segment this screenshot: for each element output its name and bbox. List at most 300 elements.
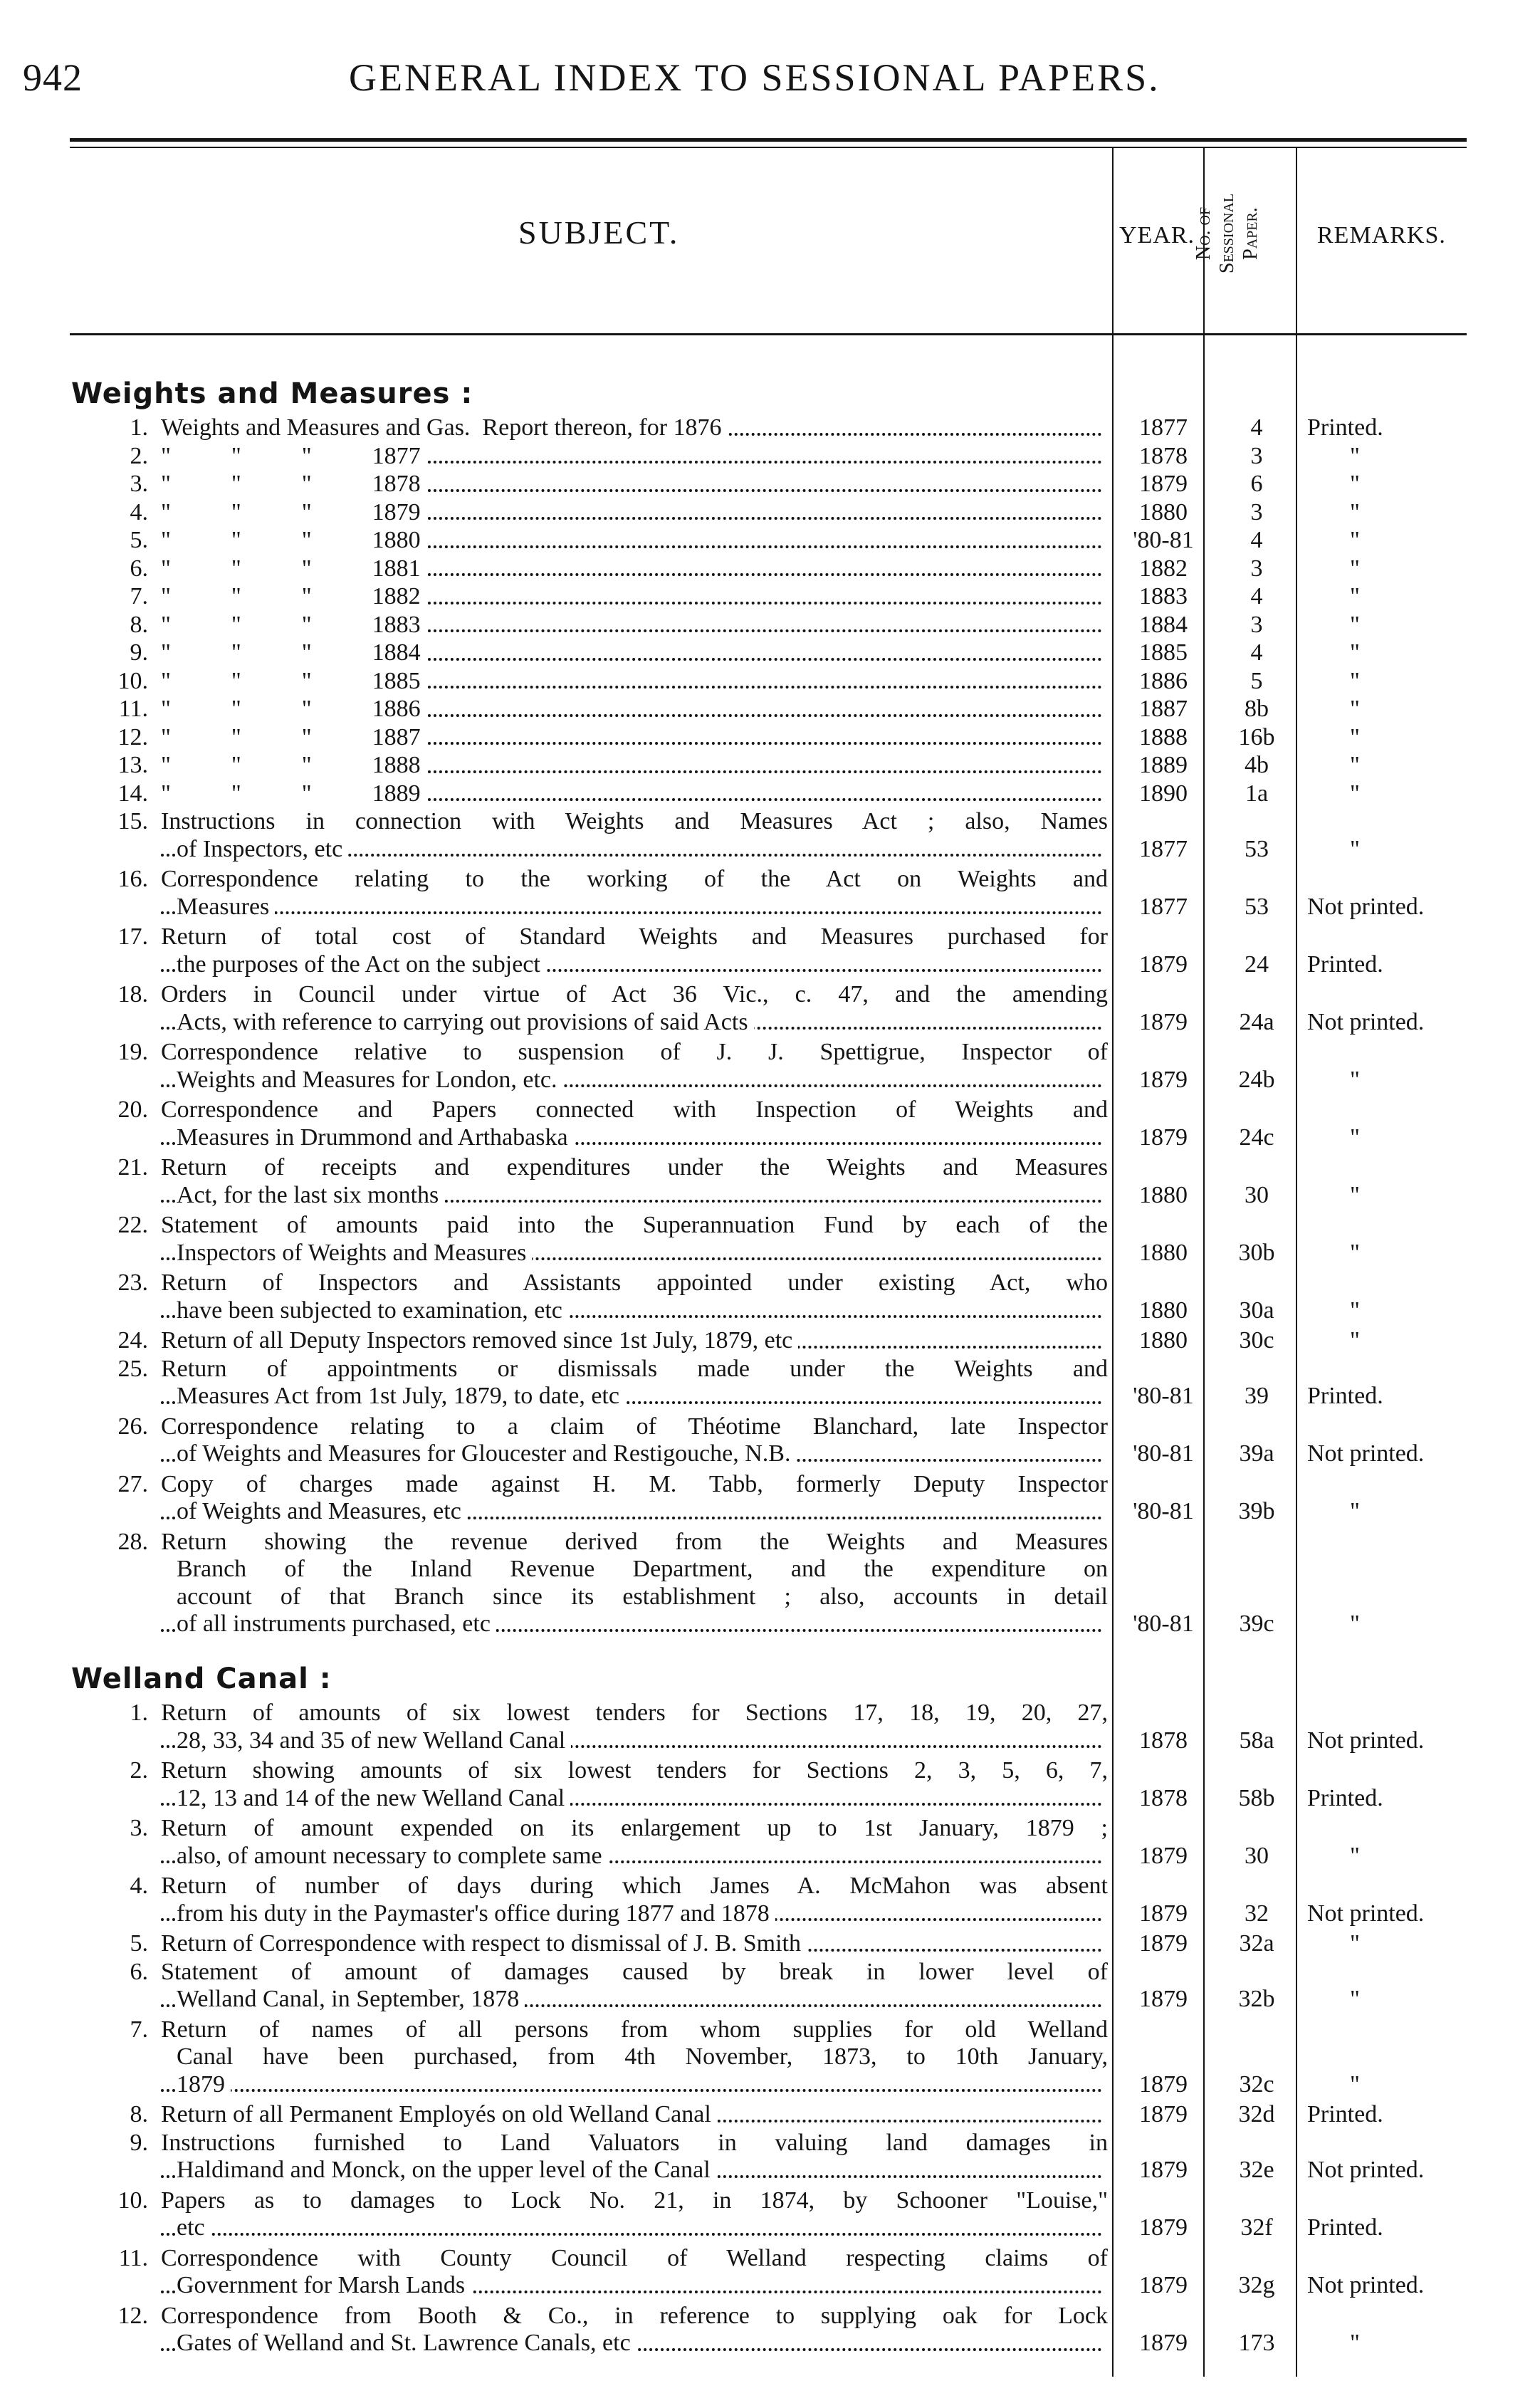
entry-subject-text: Gates of Welland and St. Lawrence Canals, etc (177, 2330, 636, 2356)
entry-subject-line: Orders in Council under virtue of Act 36 Vic., c. 47, and the amending (161, 981, 1108, 1007)
entry-paper-number: 24a (1239, 1008, 1274, 1035)
entry-remark: Not printed. (1307, 1900, 1425, 1927)
index-entry (0, 1212, 1535, 1267)
entry-paper-number: 173 (1238, 2330, 1275, 2356)
entry-subject-line: Correspondence from Booth & Co., in reference to supplying oak for Lock (161, 2302, 1108, 2329)
entry-paper-number: 4 (1250, 639, 1263, 666)
entry-subject-text: Haldimand and Monck, on the upper level of the Canal (177, 2157, 716, 2183)
entry-subject (161, 2303, 1108, 2357)
entry-number: 8. (130, 2101, 148, 2127)
entry-subject-text: " " " 1888 (161, 752, 426, 778)
entry-number: 4. (130, 1873, 148, 1899)
entry-subject-text: Return of Correspondence with respect to dismissal of J. B. Smith (161, 1930, 807, 1957)
entry-subject (161, 583, 1108, 611)
entry-subject-line (161, 443, 1108, 471)
entry-paper-number: 4 (1250, 414, 1263, 441)
index-entry (0, 752, 1535, 780)
entry-number: 10. (117, 667, 148, 694)
entry-subject-line (161, 1182, 1108, 1210)
index-entry (0, 2245, 1535, 2300)
entry-subject-line: Statement of amount of damages caused by break in lower level of (161, 1958, 1108, 1985)
entry-paper-number: 58a (1239, 1727, 1274, 1754)
index-entry (0, 2187, 1535, 2242)
entry-remark: " (1350, 1498, 1360, 1524)
entry-subject-text: " " " 1881 (161, 555, 426, 582)
entry-number: 26. (117, 1413, 148, 1440)
entry-year: 1877 (1139, 835, 1188, 862)
entry-subject-line (161, 752, 1108, 780)
entry-subject-line: Return of receipts and expenditures under the Weights and Measures (161, 1154, 1108, 1181)
entry-remark: " (1350, 498, 1360, 525)
entry-number: 22. (117, 1212, 148, 1238)
entry-subject-line: Instructions in connection with Weights and Measures Act ; also, Names (161, 808, 1108, 834)
entry-year: '80-81 (1133, 1611, 1194, 1637)
entry-subject-line (161, 499, 1108, 527)
entry-subject-text: " " " 1882 (161, 583, 426, 609)
entry-number: 5. (130, 527, 148, 553)
entry-remark: " (1350, 1239, 1360, 1266)
entry-paper-number: 39 (1245, 1383, 1269, 1409)
entry-subject-line (161, 471, 1108, 498)
entry-subject-line (161, 696, 1108, 723)
entry-subject-text: Measures in Drummond and Arthabaska (177, 1124, 574, 1151)
page-header (0, 56, 1535, 112)
entry-subject-line: Branch of the Inland Revenue Department, and the expenditure on (177, 1556, 1108, 1582)
index-entry (0, 981, 1535, 1036)
entry-number: 27. (117, 1470, 148, 1497)
entry-number: 3. (130, 1815, 148, 1841)
entry-number: 2. (130, 1757, 148, 1784)
entry-subject-text: etc (177, 2214, 211, 2241)
entry-remark: " (1350, 1842, 1360, 1869)
entry-subject-line: Return of names of all persons from whom supplies for old Welland (161, 2016, 1108, 2043)
entry-number: 2. (130, 442, 148, 469)
entry-number: 23. (117, 1270, 148, 1296)
entry-subject (161, 1039, 1108, 1094)
entry-subject-line (161, 555, 1108, 583)
entry-subject (161, 724, 1108, 752)
entry-year: 1879 (1139, 1124, 1188, 1151)
entry-subject (161, 1270, 1108, 1324)
entry-subject-text: 28, 33, 34 and 35 of new Welland Canal (177, 1727, 571, 1754)
entry-subject-line (161, 414, 1108, 442)
entry-year: 1877 (1139, 414, 1188, 441)
entry-paper-number: 39a (1239, 1440, 1274, 1467)
entry-subject (161, 752, 1108, 780)
index-entry (0, 499, 1535, 527)
entry-paper-number: 30 (1245, 1842, 1269, 1869)
entry-subject (161, 923, 1108, 978)
index-entry (0, 1873, 1535, 1927)
index-entry (0, 668, 1535, 696)
entry-paper-number: 3 (1250, 498, 1263, 525)
entry-remark: Printed. (1307, 414, 1383, 441)
entry-year: 1879 (1139, 1842, 1188, 1869)
entry-subject (161, 555, 1108, 583)
entry-paper-number: 53 (1245, 893, 1269, 920)
entry-subject-line (161, 2214, 1108, 2242)
entry-subject-line (161, 527, 1108, 555)
entry-year: '80-81 (1133, 527, 1194, 553)
entry-number: 3. (130, 471, 148, 497)
entry-number: 13. (117, 752, 148, 778)
entry-subject (161, 808, 1108, 863)
entry-subject (161, 1154, 1108, 1209)
entry-subject-line: Return of Inspectors and Assistants appointed under existing Act, who (161, 1270, 1108, 1296)
entry-subject-line (161, 1297, 1108, 1325)
entry-year: 1879 (1139, 2272, 1188, 2298)
entry-remark: " (1350, 1066, 1360, 1093)
entry-subject-line: Correspondence and Papers connected with Inspection of Weights and (161, 1096, 1108, 1123)
entry-year: 1890 (1139, 780, 1188, 807)
entry-number: 17. (117, 923, 148, 950)
entry-number: 24. (117, 1327, 148, 1354)
entry-paper-number: 58b (1238, 1784, 1275, 1811)
index-entry (0, 808, 1535, 863)
entry-remark: " (1350, 639, 1360, 666)
entry-subject-line (161, 894, 1108, 921)
entry-paper-number: 5 (1250, 667, 1263, 694)
entry-subject-line (161, 1930, 1108, 1958)
entry-number: 9. (130, 639, 148, 666)
entry-remark: " (1350, 752, 1360, 778)
entry-paper-number: 32e (1239, 2157, 1274, 2183)
entry-paper-number: 53 (1245, 835, 1269, 862)
entry-subject-text: " " " 1877 (161, 443, 426, 469)
entry-subject-line (161, 1009, 1108, 1037)
entry-year: 1880 (1139, 1327, 1188, 1354)
entry-year: 1884 (1139, 611, 1188, 638)
entry-subject-line (161, 1611, 1108, 1638)
entry-subject-line (161, 2071, 1108, 2099)
entry-subject-line (161, 1327, 1108, 1355)
section-title: Weights and Measures : (71, 377, 473, 410)
entry-paper-number: 32a (1239, 1930, 1274, 1957)
section-title: Welland Canal : (71, 1663, 332, 1695)
entry-subject (161, 696, 1108, 723)
column-header-paper-no (1192, 162, 1306, 305)
index-entry (0, 1356, 1535, 1410)
entry-paper-number: 32f (1240, 2214, 1273, 2241)
index-entry (0, 2130, 1535, 2184)
index-entry (0, 612, 1535, 639)
entry-paper-number: 24c (1239, 1124, 1274, 1151)
entry-subject-text: Weights and Measures for London, etc. (177, 1067, 563, 1093)
entry-subject-text: Government for Marsh Lands (177, 2272, 471, 2298)
entry-remark: " (1350, 780, 1360, 807)
entry-remark: Printed. (1307, 1383, 1383, 1409)
running-title: GENERAL INDEX TO SESSIONAL PAPERS. (349, 56, 1161, 99)
entry-paper-number: 32 (1245, 1900, 1269, 1927)
entry-year: 1879 (1139, 1008, 1188, 1035)
entry-subject-line: Correspondence relating to the working of the Act on Weights and (161, 866, 1108, 892)
entry-subject-line (161, 1843, 1108, 1870)
entry-subject-line (161, 1986, 1108, 2014)
entry-year: 1879 (1139, 1986, 1188, 2012)
entry-year: 1888 (1139, 723, 1188, 750)
entry-number: 7. (130, 583, 148, 609)
entry-subject-line (161, 780, 1108, 808)
entry-year: 1887 (1139, 696, 1188, 722)
entry-paper-number: 4 (1250, 527, 1263, 553)
entry-subject (161, 668, 1108, 696)
entry-subject (161, 2187, 1108, 2242)
entry-remark: Printed. (1307, 951, 1383, 978)
entry-year: 1879 (1139, 471, 1188, 497)
index-entry (0, 1471, 1535, 1526)
index-entry (0, 1039, 1535, 1094)
entry-year: '80-81 (1133, 1498, 1194, 1524)
entry-year: '80-81 (1133, 1383, 1194, 1409)
index-entry (0, 2303, 1535, 2357)
index-entry (0, 527, 1535, 555)
index-entry (0, 555, 1535, 583)
entry-subject-line: Correspondence relative to suspension of J. J. Spettigrue, Inspector of (161, 1039, 1108, 1065)
index-entry (0, 1757, 1535, 1812)
page-number: 942 (23, 56, 83, 99)
entry-subject-line: Statement of amounts paid into the Superannuation Fund by each of the (161, 1212, 1108, 1238)
entry-paper-number: 30 (1245, 1181, 1269, 1208)
entry-subject-text: " " " 1886 (161, 696, 426, 722)
entry-year: 1877 (1139, 893, 1188, 920)
entry-paper-number: 3 (1250, 611, 1263, 638)
entry-number: 28. (117, 1528, 148, 1555)
entry-remark: Not printed. (1307, 1727, 1425, 1754)
entry-subject-line: Correspondence relating to a claim of Théotime Blanchard, late Inspector (161, 1413, 1108, 1440)
entry-year: 1880 (1139, 1239, 1188, 1266)
entry-paper-number: 6 (1250, 471, 1263, 497)
index-entry (0, 1529, 1535, 1638)
entry-remark: " (1350, 1930, 1360, 1957)
index-entry (0, 1930, 1535, 1958)
entry-subject (161, 780, 1108, 808)
entry-subject (161, 1930, 1108, 1958)
entry-subject-line (161, 1498, 1108, 1526)
entry-number: 5. (130, 1930, 148, 1957)
entry-year: '80-81 (1133, 1440, 1194, 1467)
column-header-remarks: REMARKS. (1317, 222, 1446, 248)
column-header-year: YEAR. (1119, 222, 1195, 248)
entry-year: 1880 (1139, 498, 1188, 525)
entry-paper-number: 30b (1238, 1239, 1275, 1266)
entry-paper-number: 24 (1245, 951, 1269, 978)
entry-year: 1885 (1139, 639, 1188, 666)
entry-remark: " (1350, 1611, 1360, 1637)
header-bottom-rule (70, 333, 1467, 335)
entry-number: 19. (117, 1039, 148, 1065)
entry-subject-text: " " " 1887 (161, 724, 426, 750)
entry-subject-line (161, 2330, 1108, 2357)
entry-subject-text: " " " 1885 (161, 668, 426, 694)
entry-paper-number: 24b (1238, 1066, 1275, 1093)
entry-subject (161, 1757, 1108, 1812)
index-entry (0, 443, 1535, 471)
entry-subject-text: Measures (177, 894, 275, 920)
entry-subject-text: of Inspectors, etc (177, 836, 348, 862)
entry-remark: " (1350, 471, 1360, 497)
entry-subject (161, 1873, 1108, 1927)
entry-year: 1878 (1139, 442, 1188, 469)
entry-subject-text: Weights and Measures and Gas. Report thereon, for 1876 (161, 414, 728, 441)
entry-remark: " (1350, 723, 1360, 750)
entry-remark: " (1350, 1124, 1360, 1151)
entry-remark: " (1350, 2071, 1360, 2098)
entry-number: 20. (117, 1096, 148, 1123)
index-entry (0, 696, 1535, 723)
entry-year: 1879 (1139, 2214, 1188, 2241)
entry-subject-text: Act, for the last six months (177, 1182, 444, 1208)
entry-subject (161, 414, 1108, 442)
index-entry (0, 923, 1535, 978)
entry-paper-number: 32b (1238, 1986, 1275, 2012)
entry-number: 10. (117, 2187, 148, 2214)
entry-year: 1879 (1139, 1066, 1188, 1093)
entry-number: 11. (118, 2244, 148, 2271)
entry-year: 1883 (1139, 583, 1188, 609)
entry-paper-number: 32g (1238, 2272, 1275, 2298)
entry-subject-text: " " " 1883 (161, 612, 426, 638)
entry-subject-line: Return of number of days during which James A. McMahon was absent (161, 1873, 1108, 1899)
index-entry (0, 1959, 1535, 2014)
entry-subject (161, 612, 1108, 639)
entry-subject-line (161, 1067, 1108, 1094)
entry-subject-text: " " " 1880 (161, 527, 426, 553)
entry-subject-text: Return of all Permanent Employés on old Welland Canal (161, 2101, 717, 2127)
entry-remark: Not printed. (1307, 1008, 1425, 1035)
entry-subject-line (161, 724, 1108, 752)
entry-subject-text: of Weights and Measures, etc (177, 1498, 467, 1524)
entry-subject-text: Measures Act from 1st July, 1879, to date, etc (177, 1383, 625, 1409)
entry-subject (161, 639, 1108, 667)
entry-remark: " (1350, 696, 1360, 722)
entry-remark: " (1350, 1986, 1360, 2012)
entry-subject-line (161, 951, 1108, 979)
entry-subject-line: Return of appointments or dismissals made under the Weights and (161, 1355, 1108, 1382)
entry-year: 1879 (1139, 1930, 1188, 1957)
entry-remark: Printed. (1307, 2101, 1383, 2127)
entry-subject (161, 1700, 1108, 1754)
entry-remark: Not printed. (1307, 893, 1425, 920)
entry-paper-number: 32d (1238, 2101, 1275, 2127)
entry-subject (161, 499, 1108, 527)
entry-remark: Not printed. (1307, 1440, 1425, 1467)
index-entry (0, 2016, 1535, 2099)
column-header-paper-no-text (1192, 162, 1262, 305)
entry-paper-number: 4 (1250, 583, 1263, 609)
entry-number: 12. (117, 2302, 148, 2329)
entry-remark: " (1350, 611, 1360, 638)
entry-subject (161, 2101, 1108, 2129)
entry-subject (161, 1356, 1108, 1410)
entry-remark: Printed. (1307, 1784, 1383, 1811)
entry-remark: " (1350, 835, 1360, 862)
index-entry (0, 1096, 1535, 1151)
entry-number: 16. (117, 866, 148, 892)
entry-subject-line: Correspondence with County Council of Welland respecting claims of (161, 2244, 1108, 2271)
entry-remark: " (1350, 2330, 1360, 2356)
entry-remark: Not printed. (1307, 2157, 1425, 2183)
entry-subject (161, 1096, 1108, 1151)
entry-year: 1886 (1139, 667, 1188, 694)
entry-year: 1879 (1139, 2330, 1188, 2356)
entry-paper-number: 3 (1250, 555, 1263, 582)
entry-paper-number: 39c (1239, 1611, 1274, 1637)
entry-number: 14. (117, 780, 148, 807)
entry-subject (161, 471, 1108, 498)
index-entry (0, 1154, 1535, 1209)
entry-year: 1879 (1139, 951, 1188, 978)
entry-subject-line (161, 2272, 1108, 2300)
entry-paper-number: 30a (1239, 1297, 1274, 1324)
entry-subject-line (161, 612, 1108, 639)
entry-number: 1. (130, 1700, 148, 1726)
column-header-paper-no-line: Paper. (1240, 207, 1262, 260)
entry-number: 18. (117, 981, 148, 1007)
entry-year: 1882 (1139, 555, 1188, 582)
entry-subject-text: " " " 1884 (161, 639, 426, 666)
entry-number: 4. (130, 498, 148, 525)
entry-remark: Not printed. (1307, 2272, 1425, 2298)
entry-subject-line: Return of total cost of Standard Weights and Measures purchased for (161, 923, 1108, 950)
entry-subject-text: also, of amount necessary to complete same (177, 1843, 608, 1869)
entry-subject (161, 1413, 1108, 1468)
entry-subject (161, 1212, 1108, 1267)
entry-subject (161, 1959, 1108, 2014)
index-entry (0, 1270, 1535, 1324)
entry-paper-number: 16b (1238, 723, 1275, 750)
entry-year: 1879 (1139, 1900, 1188, 1927)
entry-subject-line: Return showing the revenue derived from the Weights and Measures (161, 1528, 1108, 1555)
entry-number: 25. (117, 1355, 148, 1382)
entry-subject-line: Papers as to damages to Lock No. 21, in 1874, by Schooner "Louise," (161, 2187, 1108, 2214)
entry-subject-line (161, 1240, 1108, 1267)
entry-number: 6. (130, 1958, 148, 1985)
entry-subject-text: 12, 13 and 14 of the new Welland Canal (177, 1785, 570, 1811)
entry-number: 1. (130, 414, 148, 441)
index-entry (0, 724, 1535, 752)
entry-subject-text: Return of all Deputy Inspectors removed since 1st July, 1879, etc (161, 1327, 798, 1354)
entry-subject-text: from his duty in the Paymaster's office during 1877 and 1878 (177, 1900, 775, 1927)
entry-subject-line: Instructions furnished to Land Valuators in valuing land damages in (161, 2129, 1108, 2156)
entry-subject-line (161, 1383, 1108, 1410)
entry-remark: " (1350, 442, 1360, 469)
entry-subject (161, 2016, 1108, 2099)
entry-paper-number: 8b (1245, 696, 1269, 722)
entry-subject (161, 1529, 1108, 1638)
entry-subject-line (161, 668, 1108, 696)
entry-number: 9. (130, 2129, 148, 2156)
entry-subject-text: the purposes of the Act on the subject (177, 951, 546, 978)
entry-subject-line (161, 1785, 1108, 1813)
entry-subject-text: " " " 1878 (161, 471, 426, 497)
entry-subject-text: Acts, with reference to carrying out provisions of said Acts (177, 1009, 754, 1035)
entry-subject-line (161, 2157, 1108, 2184)
entry-subject (161, 2130, 1108, 2184)
entry-subject-line (161, 1124, 1108, 1152)
entry-subject-line (161, 2101, 1108, 2129)
column-header-paper-no-line: No. of (1193, 206, 1215, 261)
entry-paper-number: 32c (1239, 2071, 1274, 2098)
entry-year: 1889 (1139, 752, 1188, 778)
index-entry (0, 1413, 1535, 1468)
index-entry (0, 866, 1535, 921)
entry-subject-text: 1879 (177, 2071, 231, 2098)
entry-subject-text: Inspectors of Weights and Measures (177, 1240, 532, 1266)
entry-subject-line: Copy of charges made against H. M. Tabb, formerly Deputy Inspector (161, 1470, 1108, 1497)
entry-subject-text: of all instruments purchased, etc (177, 1611, 496, 1637)
entry-number: 11. (118, 696, 148, 722)
entry-subject-text: Welland Canal, in September, 1878 (177, 1986, 525, 2012)
